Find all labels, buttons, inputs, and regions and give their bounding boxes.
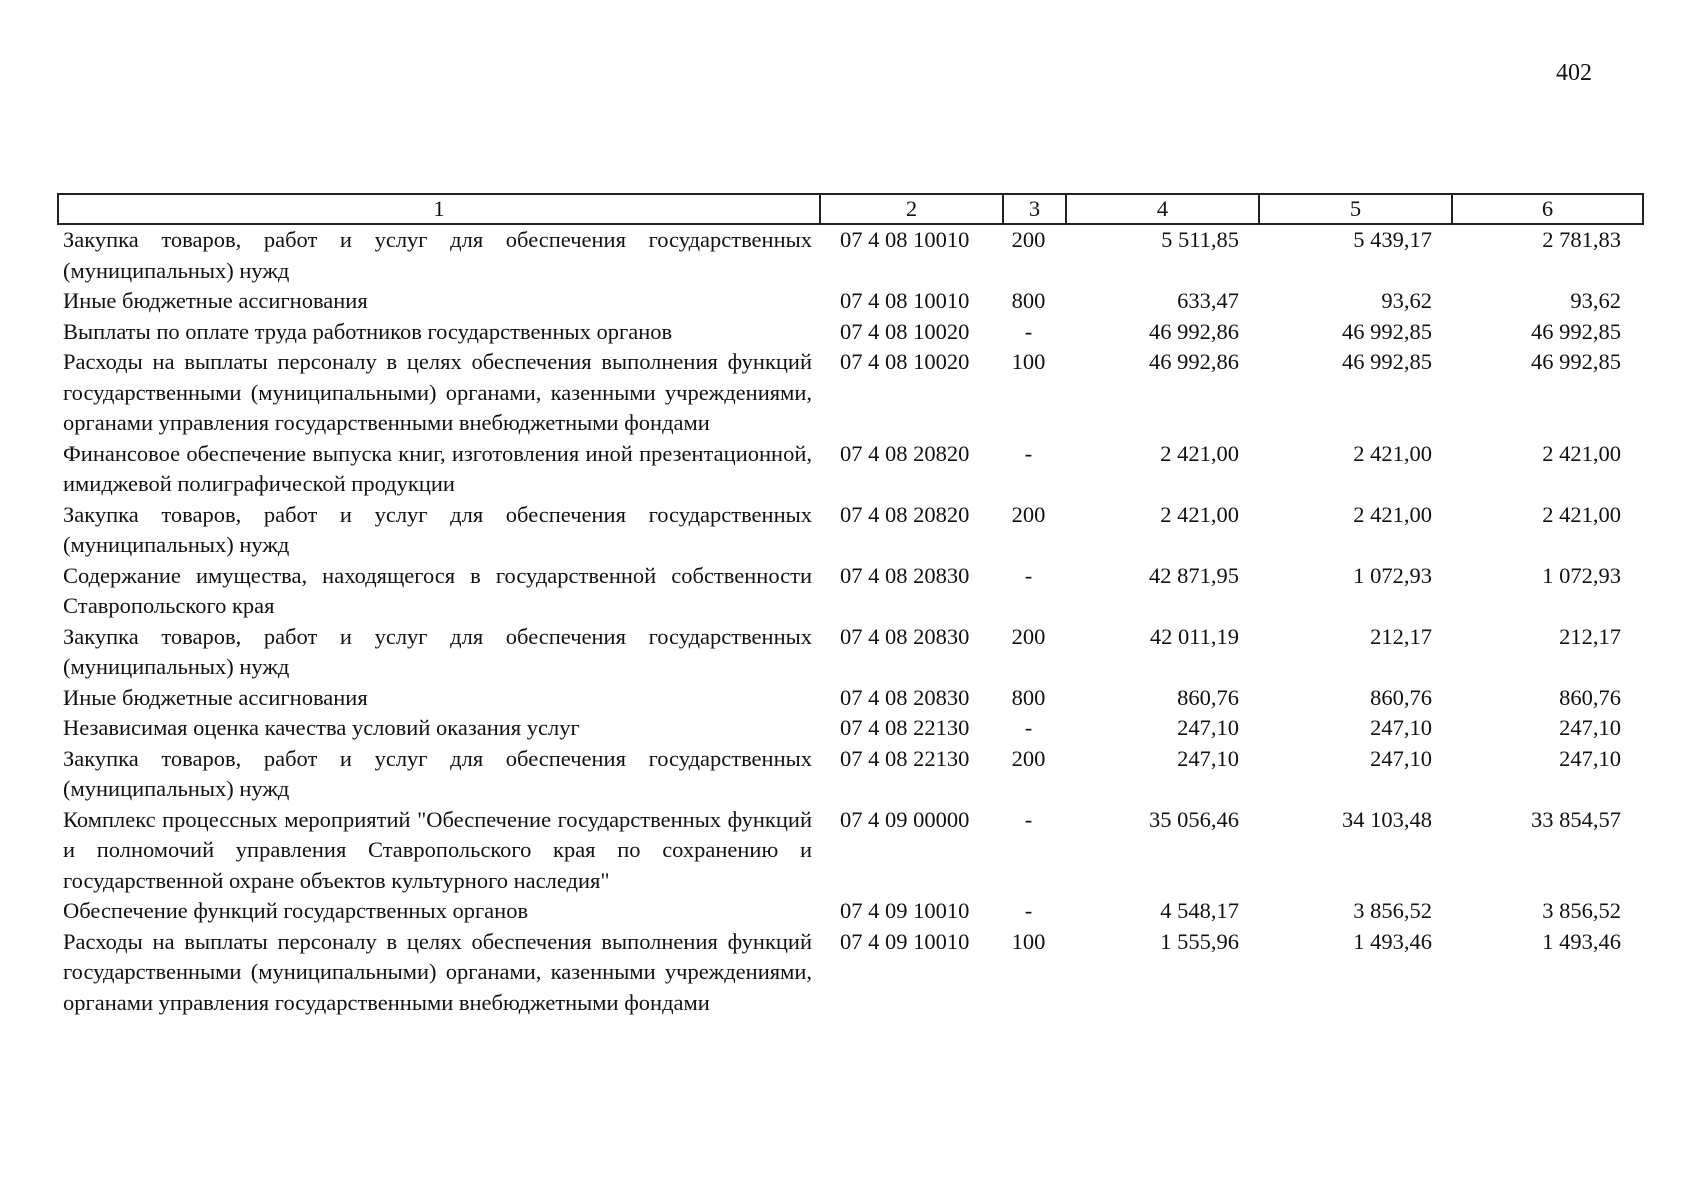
- row-value-col6: 93,62: [1570, 288, 1621, 313]
- row-code: 07 4 08 10010: [840, 288, 970, 313]
- row-value-col6: 2 421,00: [1542, 440, 1621, 466]
- row-value-col4: 2 421,00: [1160, 440, 1239, 466]
- row-expense-type: -: [1024, 440, 1033, 466]
- row-code: 07 4 08 22130: [840, 715, 970, 740]
- row-expense-type: -: [1024, 715, 1033, 740]
- row-value-col6: 247,10: [1559, 745, 1621, 771]
- row-value-col6: 212,17: [1559, 623, 1621, 649]
- row-code: 07 4 08 20830: [840, 684, 970, 710]
- row-value-col5: 46 992,85: [1342, 349, 1432, 374]
- row-expense-type: -: [1024, 562, 1033, 588]
- row-value-col4: 46 992,86: [1149, 318, 1239, 344]
- row-name: Расходы на выплаты персоналу в целях обеспечения выполнения функций государственными (муниципальными) органами, казенными учреждениями, органами управления государственными внебюджетными фондами: [63, 349, 812, 435]
- row-value-col6: 46 992,85: [1531, 318, 1621, 344]
- header-col-4: 4: [1066, 194, 1259, 224]
- row-expense-type: 200: [1011, 623, 1046, 649]
- header-row: [58, 194, 1643, 224]
- row-value-col5: 34 103,48: [1342, 806, 1432, 832]
- row-name: Выплаты по оплате труда работников государственных органов: [63, 318, 673, 344]
- page-number: 402: [1556, 60, 1592, 86]
- row-value-col4: 5 511,85: [1161, 227, 1239, 252]
- header-col-2: 2: [820, 194, 1003, 224]
- header-col-5: 5: [1259, 194, 1452, 224]
- row-value-col6: 1 493,46: [1542, 928, 1621, 954]
- table-row: [58, 439, 1643, 500]
- table-row: [58, 500, 1643, 561]
- row-expense-type: 200: [1011, 227, 1046, 252]
- row-name: Закупка товаров, работ и услуг для обеспечения государственных (муниципальных) нужд: [63, 623, 812, 679]
- row-value-col5: 1 493,46: [1353, 928, 1432, 954]
- row-value-col4: 42 871,95: [1149, 562, 1239, 588]
- table-row: [58, 713, 1643, 744]
- table-body: [58, 224, 1643, 1018]
- row-expense-type: 200: [1011, 501, 1046, 527]
- row-value-col5: 46 992,85: [1342, 318, 1432, 344]
- row-value-col6: 1 072,93: [1542, 562, 1621, 588]
- row-code: 07 4 08 20820: [840, 440, 970, 466]
- row-value-col4: 633,47: [1177, 288, 1239, 313]
- row-name: Комплекс процессных мероприятий "Обеспечение государственных функций и полномочий управления Ставропольского края по сохранению и государственной охране объектов культурного наследия": [63, 806, 812, 893]
- row-value-col6: 2 781,83: [1542, 227, 1621, 252]
- row-expense-type: 100: [1011, 349, 1046, 374]
- header-col-6: 6: [1452, 194, 1643, 224]
- row-code: 07 4 08 20820: [840, 501, 970, 527]
- row-name: Расходы на выплаты персоналу в целях обеспечения выполнения функций государственными (муниципальными) органами, казенными учреждениями, органами управления государственными внебюджетными фондами: [63, 928, 812, 1015]
- row-name: Закупка товаров, работ и услуг для обеспечения государственных (муниципальных) нужд: [63, 745, 812, 801]
- row-value-col4: 35 056,46: [1149, 806, 1239, 832]
- row-code: 07 4 08 22130: [840, 745, 970, 771]
- table-row: [58, 317, 1643, 348]
- row-value-col6: 46 992,85: [1531, 349, 1621, 374]
- row-name: Независимая оценка качества условий оказания услуг: [63, 715, 580, 740]
- row-name: Финансовое обеспечение выпуска книг, изготовления иной презентационной, имиджевой полиграфической продукции: [63, 440, 812, 496]
- row-value-col5: 212,17: [1370, 623, 1432, 649]
- table-row: [58, 896, 1643, 927]
- row-value-col4: 1 555,96: [1160, 928, 1239, 954]
- row-code: 07 4 08 20830: [840, 562, 970, 588]
- table-row: [58, 347, 1643, 439]
- row-name: Закупка товаров, работ и услуг для обеспечения государственных (муниципальных) нужд: [63, 501, 812, 557]
- row-value-col4: 247,10: [1177, 715, 1239, 740]
- table-header: [58, 194, 1643, 224]
- row-value-col4: 247,10: [1177, 745, 1239, 771]
- row-expense-type: 800: [1011, 288, 1046, 313]
- row-value-col5: 247,10: [1370, 745, 1432, 771]
- table-row: [58, 683, 1643, 714]
- row-code: 07 4 08 10020: [840, 318, 970, 344]
- row-value-col6: 860,76: [1559, 684, 1621, 710]
- row-value-col4: 4 548,17: [1160, 898, 1239, 923]
- row-name: Обеспечение функций государственных органов: [63, 898, 529, 923]
- row-value-col4: 46 992,86: [1149, 349, 1239, 374]
- row-name: Иные бюджетные ассигнования: [63, 684, 368, 710]
- row-name: Закупка товаров, работ и услуг для обеспечения государственных (муниципальных) нужд: [63, 227, 812, 283]
- row-code: 07 4 09 10010: [840, 928, 970, 954]
- row-name: Содержание имущества, находящегося в государственной собственности Ставропольского края: [63, 562, 812, 618]
- row-value-col5: 860,76: [1370, 684, 1432, 710]
- row-value-col4: 2 421,00: [1160, 501, 1239, 527]
- row-expense-type: 100: [1011, 928, 1046, 954]
- row-value-col4: 42 011,19: [1149, 623, 1239, 649]
- row-expense-type: -: [1024, 898, 1033, 923]
- table-row: [58, 622, 1643, 683]
- row-value-col5: 5 439,17: [1353, 227, 1432, 252]
- header-col-1: 1: [58, 194, 820, 224]
- header-col-3: 3: [1003, 194, 1066, 224]
- budget-table: [57, 193, 1644, 1018]
- row-code: 07 4 09 10010: [840, 898, 970, 923]
- row-value-col5: 2 421,00: [1353, 440, 1432, 466]
- row-value-col5: 93,62: [1381, 288, 1432, 313]
- row-value-col6: 3 856,52: [1542, 898, 1621, 923]
- row-value-col5: 2 421,00: [1353, 501, 1432, 527]
- row-value-col6: 33 854,57: [1531, 806, 1621, 832]
- table-row: [58, 744, 1643, 805]
- table-row: [58, 561, 1643, 622]
- row-expense-type: 800: [1011, 684, 1046, 710]
- row-expense-type: -: [1024, 318, 1033, 344]
- row-code: 07 4 09 00000: [840, 806, 970, 832]
- row-code: 07 4 08 10020: [840, 349, 970, 374]
- row-expense-type: -: [1024, 806, 1033, 832]
- row-value-col5: 3 856,52: [1353, 898, 1432, 923]
- row-value-col6: 247,10: [1559, 715, 1621, 740]
- table-row: [58, 805, 1643, 897]
- row-value-col6: 2 421,00: [1542, 501, 1621, 527]
- row-name: Иные бюджетные ассигнования: [63, 288, 368, 313]
- table-row: [58, 286, 1643, 317]
- row-value-col4: 860,76: [1177, 684, 1239, 710]
- row-value-col5: 1 072,93: [1353, 562, 1432, 588]
- row-expense-type: 200: [1011, 745, 1046, 771]
- table-row: [58, 224, 1643, 286]
- row-value-col5: 247,10: [1370, 715, 1432, 740]
- row-code: 07 4 08 10010: [840, 227, 970, 252]
- table-row: [58, 927, 1643, 1019]
- row-code: 07 4 08 20830: [840, 623, 970, 649]
